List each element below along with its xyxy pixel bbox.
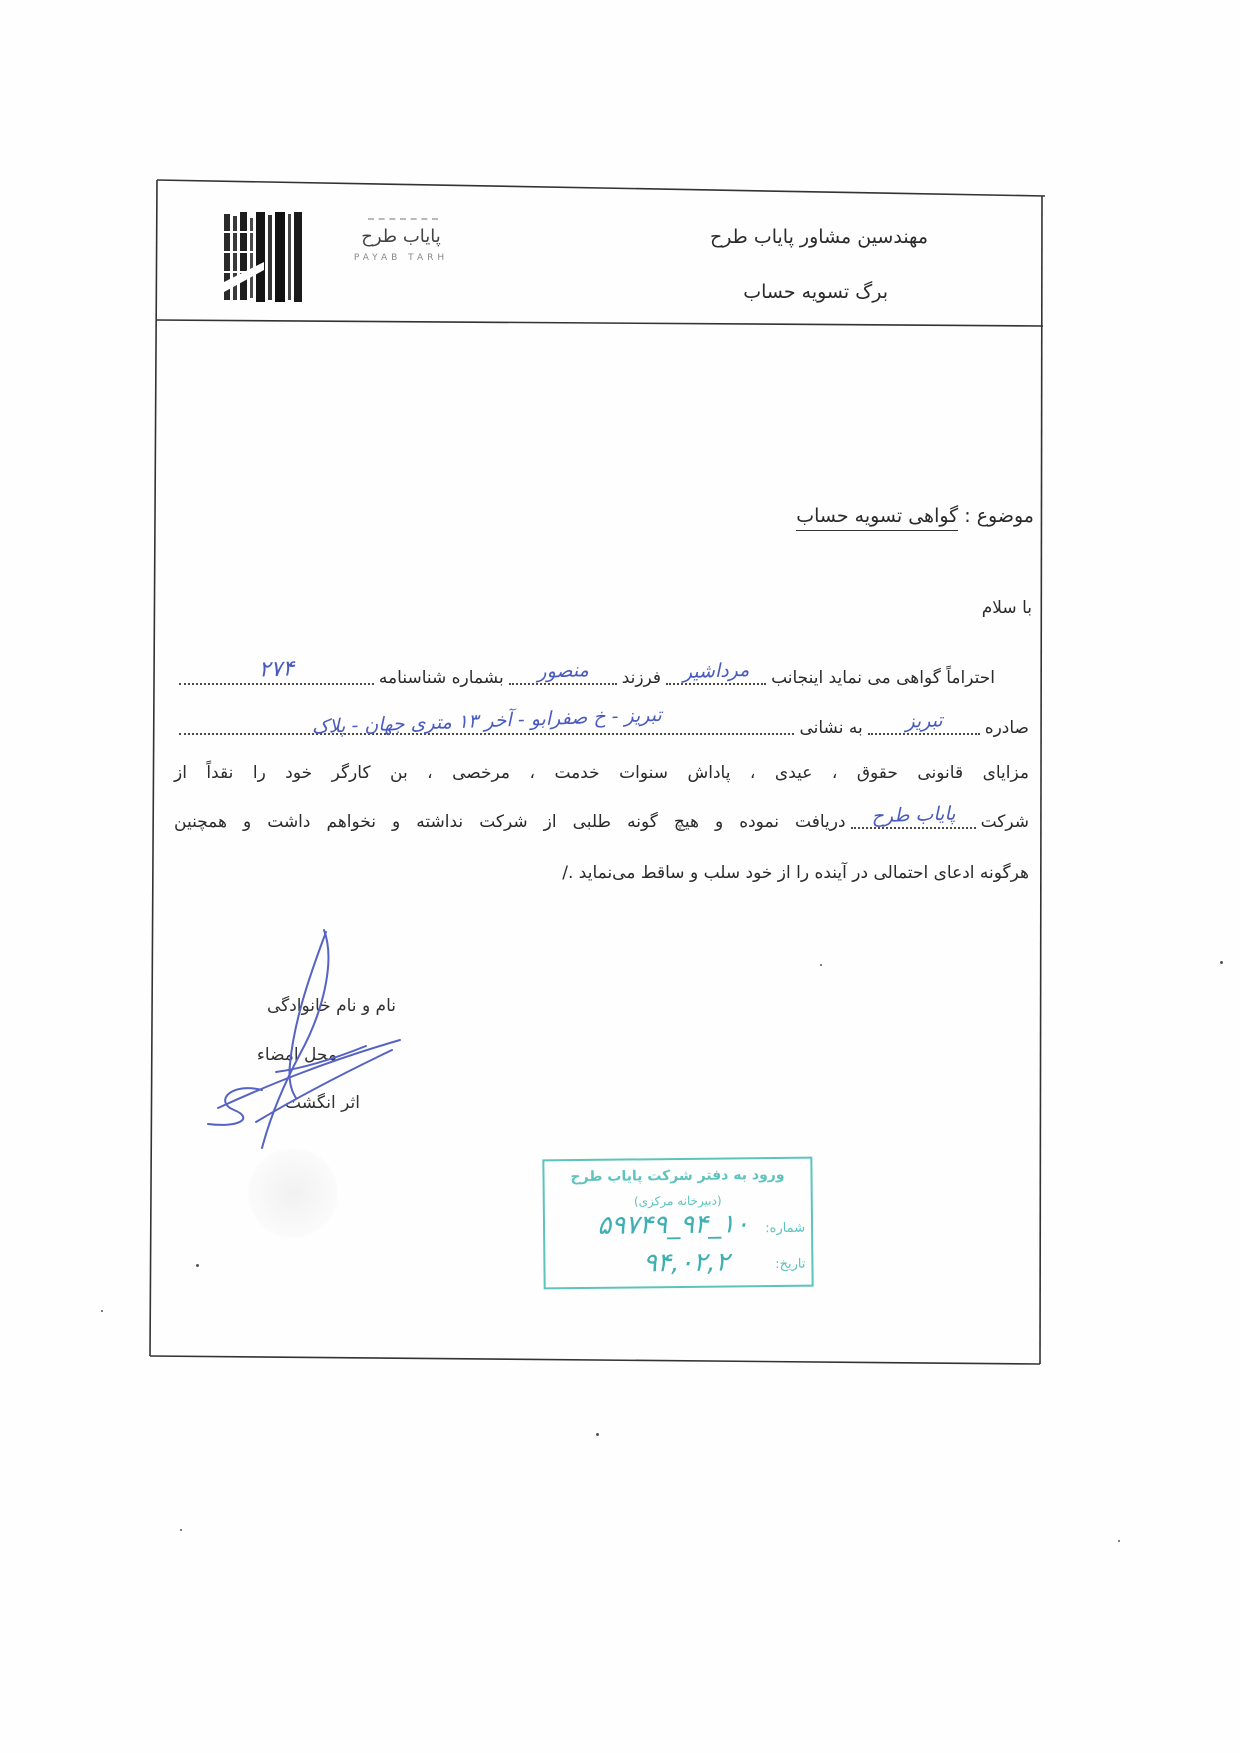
body-line-5: هرگونه ادعای احتمالی در آینده را از خود سلب و ساقط می‌نماید ./ bbox=[562, 863, 1029, 883]
company-name: مهندسین مشاور پایاب طرح bbox=[709, 226, 928, 248]
stamp-number-value: ۱۰_۹۴_۵۹۷۴۹ bbox=[597, 1209, 750, 1241]
scan-speck bbox=[101, 1310, 103, 1312]
registration-stamp bbox=[542, 1157, 813, 1290]
body-line-1 bbox=[174, 656, 1029, 694]
stamp-date-value: ۹۴,۰۲,۲ bbox=[642, 1247, 730, 1279]
scan-speck bbox=[596, 1433, 599, 1436]
body-line-4-text-b: دریافت نموده و هیچ گونه طلبی از شرکت نداشته و نخواهم داشت و همچنین bbox=[174, 812, 846, 832]
fingerprint-label: اثر انگشت bbox=[285, 1093, 360, 1113]
body-line-4 bbox=[174, 804, 1029, 838]
father-name-value: منصور bbox=[536, 659, 589, 683]
issued-at-field bbox=[868, 709, 980, 735]
id-number-value: ۲۷۴ bbox=[258, 656, 295, 683]
scan-speck bbox=[180, 1529, 182, 1531]
signature-place-label: محل امضاء bbox=[256, 1045, 337, 1065]
body-line-4-text-a: شرکت bbox=[980, 812, 1029, 832]
logo-name-en: PAYAB TARH bbox=[353, 253, 449, 263]
id-number-field bbox=[179, 656, 374, 685]
company-field bbox=[851, 802, 976, 829]
body-line-1-text-a: احتراماً گواهی می نماید اینجانب bbox=[771, 668, 995, 688]
address-field bbox=[179, 703, 794, 739]
logo-wordmark bbox=[326, 226, 476, 263]
scan-speck bbox=[196, 1264, 199, 1267]
scan-speck bbox=[1220, 961, 1223, 964]
stamp-title: ورود به دفتر شرکت پایاب طرح bbox=[570, 1166, 785, 1186]
subject-text: گواهی تسویه حساب bbox=[796, 505, 958, 531]
stamp-number-label: شماره: bbox=[765, 1220, 806, 1237]
form-title: برگ تسویه حساب bbox=[743, 281, 888, 303]
name-field bbox=[666, 658, 766, 685]
fingerprint-mark bbox=[248, 1148, 338, 1238]
body-line-1-text-c: بشماره شناسنامه bbox=[378, 668, 504, 688]
body-line-2-text-b: به نشانی bbox=[799, 718, 863, 738]
company-logo-icon bbox=[224, 212, 304, 302]
company-value: پایاب طرح bbox=[870, 802, 956, 828]
stamp-date-label: تاریخ: bbox=[775, 1256, 806, 1272]
address-value: تبریز - خ صفرابو - آخر ۱۳ متری جهان - پلاک bbox=[311, 703, 663, 739]
subject-line bbox=[796, 505, 1034, 527]
full-name-label: نام و نام خانوادگی bbox=[266, 996, 396, 1016]
body-line-3: مزایای قانونی حقوق ، عیدی ، پاداش سنوات خدمت ، مرخصی ، بن کارگر خود را نقداً از bbox=[174, 763, 1029, 783]
scan-speck bbox=[1118, 1540, 1120, 1542]
body-line-1-text-b: فرزند bbox=[621, 668, 662, 688]
greeting: با سلام bbox=[981, 598, 1032, 618]
father-name-field bbox=[509, 659, 617, 685]
scan-speck bbox=[820, 964, 822, 966]
body-line-2-text-a: صادره bbox=[984, 718, 1029, 738]
handwritten-signature bbox=[196, 922, 426, 1157]
body-line-2 bbox=[174, 703, 1029, 744]
logo-name-fa: پایاب طرح bbox=[361, 226, 441, 247]
subject-label: موضوع : bbox=[964, 505, 1034, 527]
issued-at-value: تبریز bbox=[904, 709, 943, 733]
name-value: مرداشیر bbox=[682, 658, 750, 684]
stamp-subtitle: (دبیرخانه مرکزی) bbox=[633, 1193, 722, 1209]
